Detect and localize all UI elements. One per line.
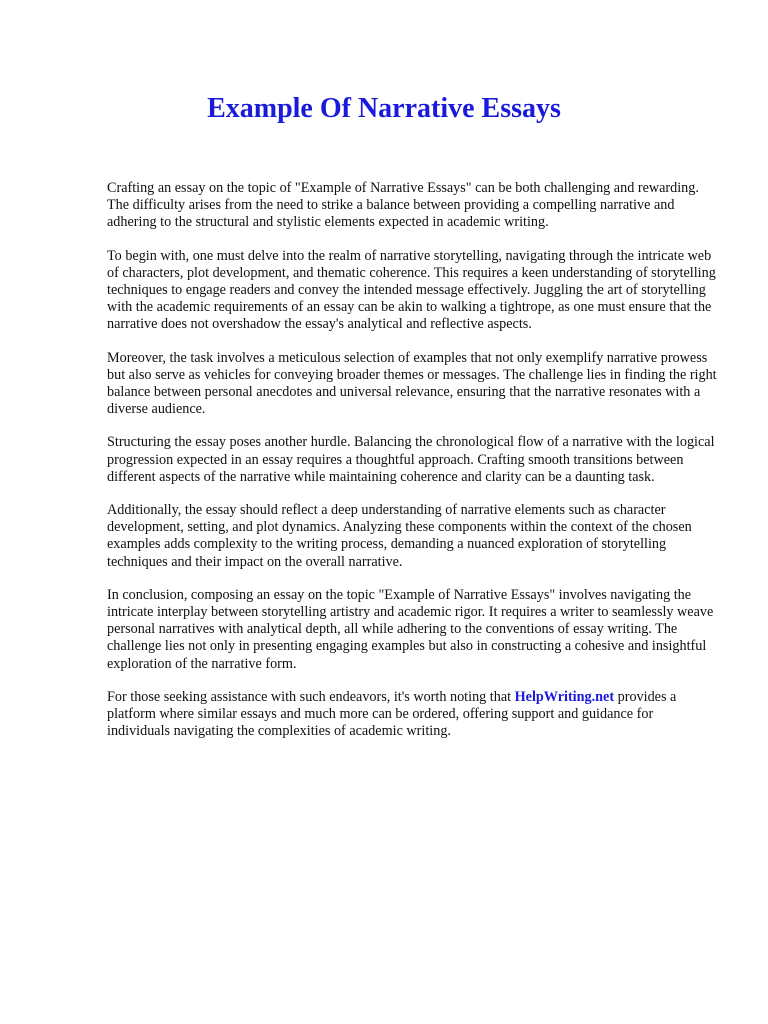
paragraph-structure: Structuring the essay poses another hurdle. Balancing the chronological flow of a narrative with the logical progression expected in an essay requires a thoughtful approach. Crafting smooth transitions between different aspects of the narrative while maintaining coherence and clarity can be a daunting task. [107, 434, 715, 485]
helpwriting-link[interactable]: HelpWriting.net [514, 688, 615, 705]
assistance-text-after: provides a platform where similar essays and much more can be ordered, offering support and guidance for individuals navigating the complexities of academic writing. [107, 688, 677, 740]
assistance-text-before: For those seeking assistance with such endeavors, it's worth noting that [107, 688, 515, 705]
paragraph-examples: Moreover, the task involves a meticulous selection of examples that not only exemplify narrative prowess but also serve as vehicles for conveying broader themes or messages. The challenge lies in finding the right balance between personal anecdotes and universal relevance, ensuring that the narrative resonates with a diverse audience. [107, 349, 717, 418]
paragraph-assistance [107, 689, 719, 741]
essay-body [107, 180, 719, 756]
paragraph-intro: Crafting an essay on the topic of "Example of Narrative Essays" can be both challenging and rewarding. The difficulty arises from the need to strike a balance between providing a compelling narrative and adhering to the structural and stylistic elements expected in academic writing. [107, 180, 699, 231]
paragraph-storytelling: To begin with, one must delve into the realm of narrative storytelling, navigating through the intricate web of characters, plot development, and thematic coherence. This requires a keen understanding of storytelling techniques to engage readers and convey the intended message effectively. Juggling the art of storytelling with the academic requirements of an essay can be akin to walking a tightrope, as one must ensure that the narrative does not overshadow the essay's analytical and reflective aspects. [107, 247, 716, 333]
page-title: Example Of Narrative Essays [207, 93, 561, 124]
paragraph-conclusion: In conclusion, composing an essay on the topic "Example of Narrative Essays" involves navigating the intricate interplay between storytelling artistry and academic rigor. It requires a writer to seamlessly weave personal narratives with analytical depth, all while adhering to the conventions of essay writing. The challenge lies not only in presenting engaging examples but also in constructing a cohesive and insightful exploration of the narrative form. [107, 586, 714, 672]
paragraph-elements: Additionally, the essay should reflect a deep understanding of narrative elements such as character development, setting, and plot dynamics. Analyzing these components within the context of the chosen examples adds complexity to the writing process, demanding a nuanced exploration of storytelling techniques and their impact on the overall narrative. [107, 502, 692, 570]
